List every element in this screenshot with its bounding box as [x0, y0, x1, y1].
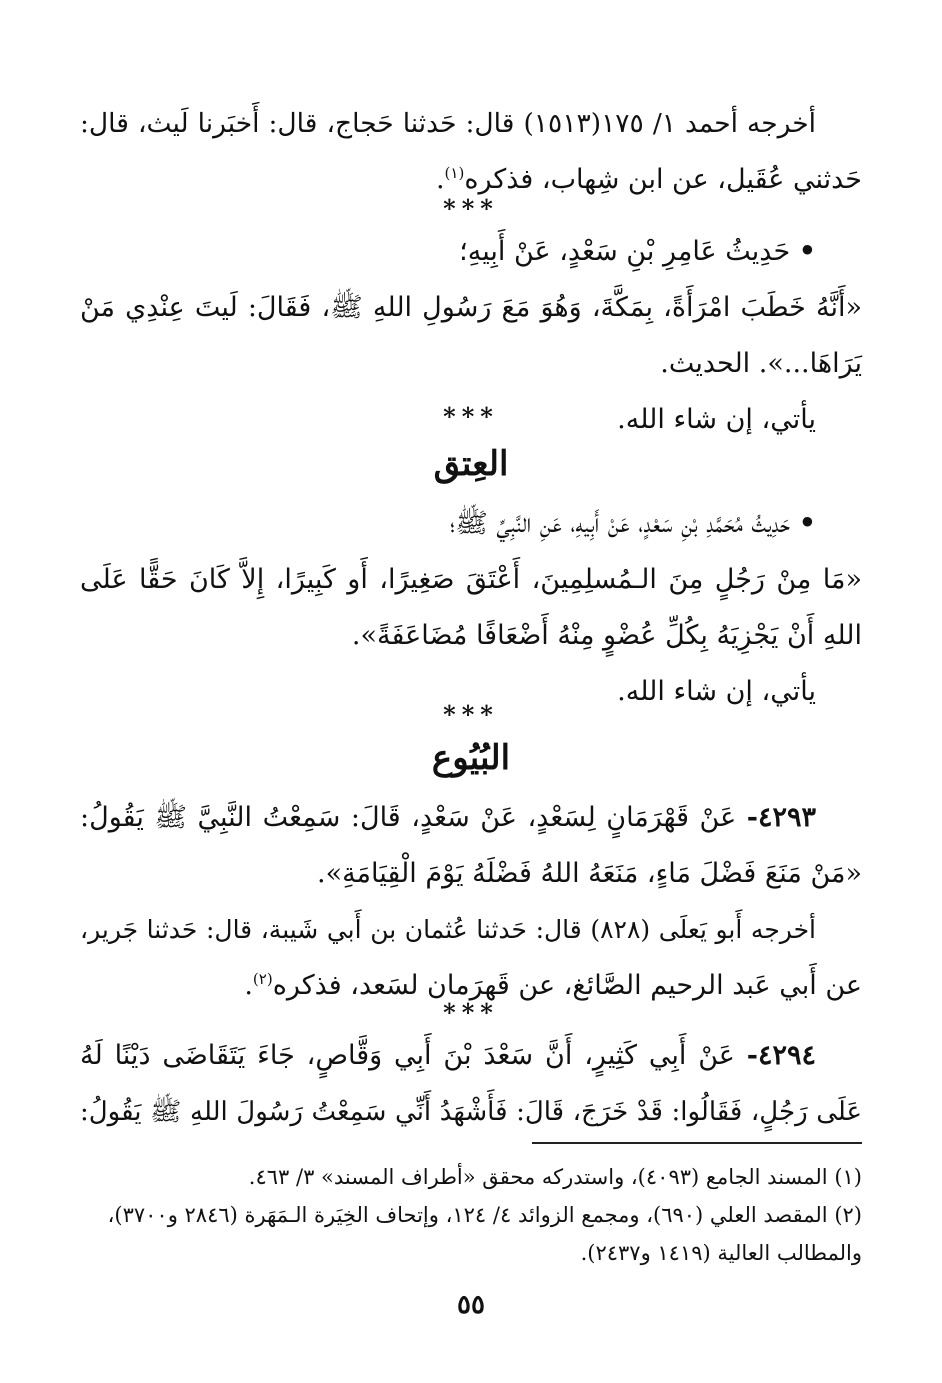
note-line: يأتي، إن شاء الله. — [617, 404, 816, 435]
text-line — [80, 1028, 862, 1084]
footnote-ref: (٢) — [252, 970, 273, 988]
footnote-2: (٢) المقصد العلي (٦٩٠)، ومجمع الزوائد ٤/ ١٢٤، وإتحاف الخِيَرة الـمَهَرة (٢٨٤٦ و٣٧٠٠)، — [107, 1203, 862, 1227]
text-line: عَلَى رَجُلٍ، فَقَالُوا: قَدْ خَرَجَ، قَالَ: فَأَشْهَدُ أَنِّي سَمِعْتُ رَسُولَ اللهِ ﷺ يَقُولُ: — [80, 1097, 862, 1127]
bullet-icon: • — [798, 236, 816, 267]
text-span: حَدِيثُ مُحَمَّدِ بْنِ سَعْدٍ، عَنْ أَبِيهِ، عَنِ النَّبِيِّ ﷺ؛ — [449, 508, 791, 539]
section-separator: *** — [443, 998, 499, 1027]
footnote-1: (١) المسند الجامع (٤٠٩٣)، واستدركه محقق «أطراف المسند» ٣/ ٤٦٣. — [248, 1165, 862, 1189]
text-line — [80, 790, 862, 846]
page-number: ٥٥ — [457, 1290, 485, 1320]
section-heading: البُيُوع — [431, 738, 511, 778]
footnote-ref: (١) — [444, 164, 465, 182]
text-span: . — [435, 164, 445, 195]
hadith-4294 — [80, 1028, 862, 1140]
footnote-2-continued: والمطالب العالية (١٤١٩ و٢٤٣٧). — [580, 1241, 862, 1265]
text-span: حَدِيثُ عَامِرِ بْنِ سَعْدٍ، عَنْ أَبِيهِ؛ — [459, 236, 791, 267]
hadith-title — [80, 224, 862, 280]
section-heading: العِتق — [433, 444, 509, 484]
hadith-4293 — [80, 790, 862, 1014]
text-span: عَنْ قَهْرَمَانٍ لِسَعْدٍ، عَنْ سَعْدٍ، قَالَ: سَمِعْتُ النَّبِيَّ ﷺ يَقُولُ: — [80, 802, 737, 833]
hadith-muhammad — [80, 496, 862, 720]
text-line: «أَنَّهُ خَطَبَ امْرَأَةً، بِمَكَّةَ، وَهُوَ مَعَ رَسُولِ اللهِ ﷺ، فَقَالَ: لَيتَ عِنْدِي مَنْ — [80, 292, 862, 323]
text-line: اللهِ أَنْ يَجْزِيَهُ بِكُلِّ عُضْوٍ مِنْهُ أَضْعَافًا مُضَاعَفَةً». — [351, 620, 862, 651]
section-separator: *** — [443, 402, 499, 431]
footnotes — [80, 1158, 862, 1272]
text-span: حَدثني عُقَيل، عن ابن شِهاب، فذكره — [464, 164, 862, 195]
note-line: يأتي، إن شاء الله. — [617, 676, 816, 707]
hadith-number: ٤٢٩٣- — [746, 802, 816, 833]
section-separator: *** — [443, 194, 499, 223]
section-separator: *** — [443, 700, 499, 729]
text-span: عن أَبي عَبد الرحيم الصَّائغ، عن قَهرَمان لسَعد، فذكره — [272, 970, 862, 1001]
text-span: . — [244, 970, 253, 1001]
text-line: أخرجه أحمد ١/ ١٧٥(١٥١٣) قال: حَدثنا حَجاج، قال: أَخبَرنا لَيث، قال: — [80, 108, 816, 139]
hadith-title — [80, 496, 862, 552]
text-line: يَرَاهَا...». الحديث. — [660, 348, 862, 379]
bullet-icon: • — [798, 508, 816, 539]
text-line: «مَا مِنْ رَجُلٍ مِنَ الـمُسلِمِينَ، أَعْتَقَ صَغِيرًا، أَو كَبِيرًا، إِلاَّ كَانَ حَقًّا عَلَى — [80, 564, 862, 595]
text-line: «مَنْ مَنَعَ فَضْلَ مَاءٍ، مَنَعَهُ اللهُ فَضْلَهُ يَوْمَ الْقِيَامَةِ». — [316, 858, 862, 889]
text-span: عَنْ أَبِي كَثِيرٍ، أَنَّ سَعْدَ بْنَ أَبِي وَقَّاصٍ، جَاءَ يَتَقَاضَى دَيْنًا لَهُ — [80, 1040, 735, 1071]
hadith-number: ٤٢٩٤- — [746, 1040, 816, 1071]
footnote-divider — [532, 1142, 862, 1144]
source-paragraph-1 — [80, 96, 862, 208]
source-line: أخرجه أَبو يَعلَى (٨٢٨) قال: حَدثنا عُثمان بن أَبي شَيبة، قال: حَدثنا جَرير، — [80, 915, 816, 944]
